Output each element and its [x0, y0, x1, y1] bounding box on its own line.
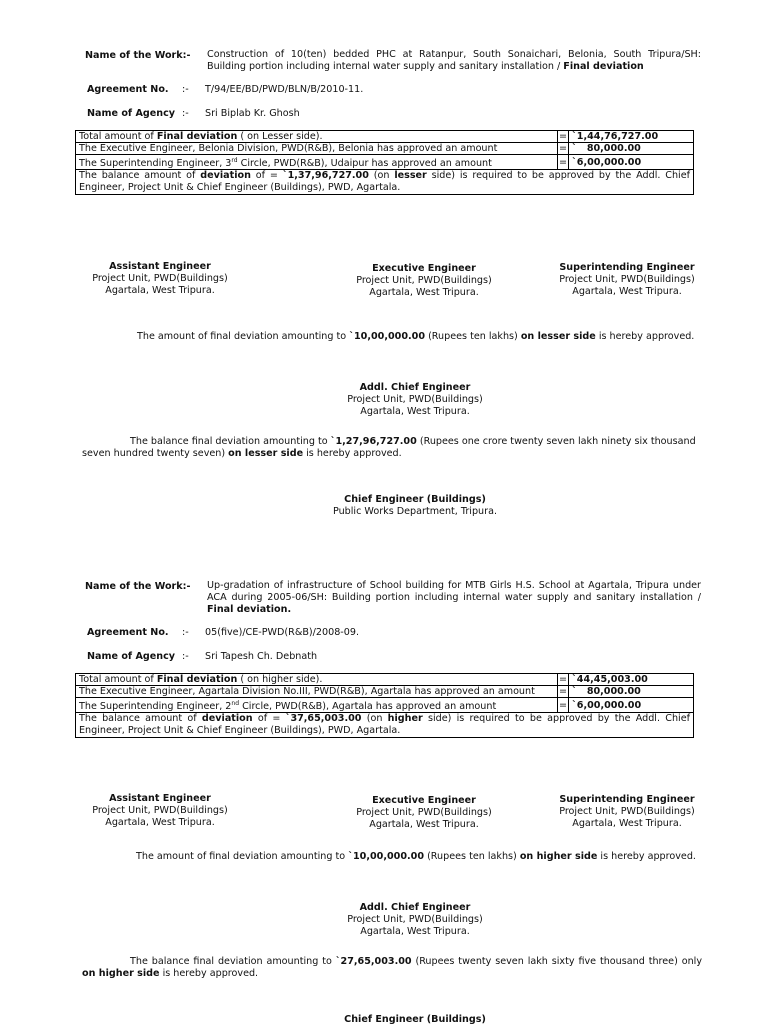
chief-engineer-signature: Chief Engineer (Buildings) — [344, 1014, 486, 1025]
row-label: The Executive Engineer, Agartala Division No.III, PWD(R&B), Agartala has approved an amount — [76, 686, 558, 698]
agreement-colon: :- — [182, 84, 189, 95]
agency-label: Name of Agency — [87, 651, 176, 662]
agreement-label: Agreement No. — [87, 627, 169, 638]
agreement-number: 05(five)/CE-PWD(R&B)/2008-09. — [205, 627, 360, 638]
assistant-engineer-signature: Assistant Engineer Project Unit, PWD(Buildings) Agartala, West Tripura. — [92, 793, 228, 828]
agency-colon: :- — [182, 651, 189, 662]
superintending-engineer-signature: Superintending Engineer Project Unit, PWD(Buildings) Agartala, West Tripura. — [559, 794, 695, 829]
row-label: The Superintending Engineer, 3rd Circle, PWD(R&B), Udaipur has approved an amount — [76, 155, 558, 170]
amount-value: `6,00,000.00 — [569, 155, 694, 170]
amount-value: `6,00,000.00 — [569, 698, 694, 713]
addl-chief-engineer-signature: Addl. Chief Engineer Project Unit, PWD(Buildings) Agartala, West Tripura. — [347, 902, 483, 937]
table-row — [76, 698, 694, 713]
equals-sign: = — [558, 698, 569, 713]
amount-value: ` 80,000.00 — [569, 143, 694, 155]
amount-value: `1,44,76,727.00 — [569, 131, 694, 143]
agency-colon: :- — [182, 108, 189, 119]
row-label: Total amount of Final deviation ( on Lesser side). — [76, 131, 558, 143]
row-label: The Executive Engineer, Belonia Division, PWD(R&B), Belonia has approved an amount — [76, 143, 558, 155]
balance-approval-statement: The balance final deviation amounting to `27,65,003.00 (Rupees twenty seven lakh sixty five thousand three) only on higher side is hereby approved. — [82, 956, 703, 979]
balance-note: The balance amount of deviation of = `37,65,003.00 (on higher side) is required to be approved by the Addl. Chief Engineer, Project Unit & Chief Engineer (Buildings), PWD, Agartala. — [76, 713, 694, 738]
deviation-table — [75, 673, 694, 738]
executive-engineer-signature: Executive Engineer Project Unit, PWD(Buildings) Agartala, West Tripura. — [356, 795, 492, 830]
equals-sign: = — [559, 143, 568, 154]
agreement-colon: :- — [182, 627, 189, 638]
balance-approval-statement: The balance final deviation amounting to `1,27,96,727.00 (Rupees one crore twenty seven lakh ninety six thousand seven hundred twenty seven) on lesser side is hereby approved. — [82, 436, 696, 459]
work-description: Up-gradation of infrastructure of School building for MTB Girls H.S. School at Agartala, Tripura under ACA during 2005-06/SH: Building portion including internal water supply and sanitary installation / Final deviation. — [207, 580, 701, 615]
table-row — [76, 686, 694, 698]
row-label: The Superintending Engineer, 2nd Circle, PWD(R&B), Agartala has approved an amount — [76, 698, 558, 713]
equals-sign: = — [559, 686, 568, 697]
approval-statement: The amount of final deviation amounting to `10,00,000.00 (Rupees ten lakhs) on lesser side is hereby approved. — [137, 331, 695, 342]
chief-engineer-signature: Chief Engineer (Buildings) Public Works Department, Tripura. — [332, 494, 498, 517]
balance-note: The balance amount of deviation of = `1,37,96,727.00 (on lesser side) is required to be approved by the Addl. Chief Engineer, Project Unit & Chief Engineer (Buildings), PWD, Agartala. — [76, 170, 694, 195]
executive-engineer-signature: Executive Engineer Project Unit, PWD(Buildings) Agartala, West Tripura. — [356, 263, 492, 298]
table-row — [76, 674, 694, 686]
agency-name: Sri Biplab Kr. Ghosh — [205, 108, 300, 119]
agreement-number: T/94/EE/BD/PWD/BLN/B/2010-11. — [205, 84, 364, 95]
table-row — [76, 155, 694, 170]
table-row — [76, 143, 694, 155]
superintending-engineer-signature: Superintending Engineer Project Unit, PWD(Buildings) Agartala, West Tripura. — [559, 262, 695, 297]
equals-sign: = — [559, 674, 568, 685]
agreement-label: Agreement No. — [87, 84, 169, 95]
equals-sign: = — [559, 131, 568, 142]
work-label: Name of the Work:- — [85, 581, 191, 592]
table-row — [76, 131, 694, 143]
approval-statement: The amount of final deviation amounting to `10,00,000.00 (Rupees ten lakhs) on higher side is hereby approved. — [136, 851, 696, 862]
assistant-engineer-signature: Assistant Engineer Project Unit, PWD(Buildings) Agartala, West Tripura. — [92, 261, 228, 296]
work-label: Name of the Work:- — [85, 50, 191, 61]
agency-label: Name of Agency — [87, 108, 176, 119]
table-row — [76, 713, 694, 738]
amount-value: `44,45,003.00 — [569, 674, 694, 686]
table-row — [76, 170, 694, 195]
amount-value: ` 80,000.00 — [569, 686, 694, 698]
row-label: Total amount of Final deviation ( on higher side). — [76, 674, 558, 686]
deviation-table — [75, 130, 694, 195]
work-description: Construction of 10(ten) bedded PHC at Ratanpur, South Sonaichari, Belonia, South Tripura/SH: Building portion including internal water supply and sanitary installation / Final deviation — [207, 49, 701, 72]
agency-name: Sri Tapesh Ch. Debnath — [205, 651, 318, 662]
addl-chief-engineer-signature: Addl. Chief Engineer Project Unit, PWD(Buildings) Agartala, West Tripura. — [347, 382, 483, 417]
equals-sign: = — [558, 155, 569, 170]
